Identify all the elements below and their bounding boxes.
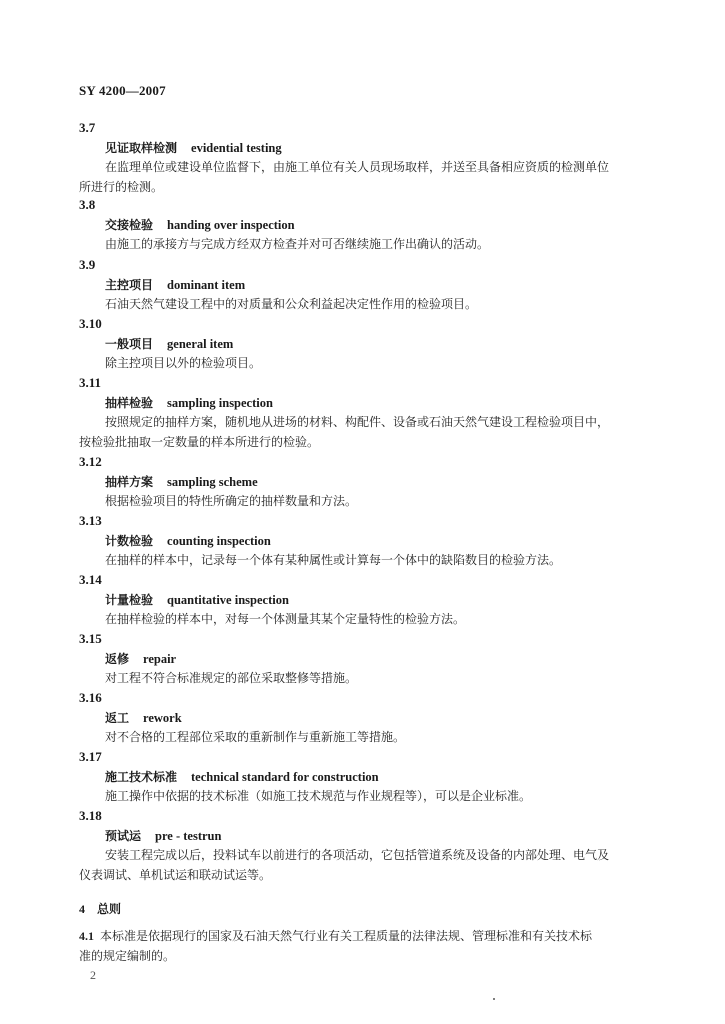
term-chinese: 计量检验 bbox=[105, 593, 154, 607]
entry-definition: 对不合格的工程部位采取的重新制作与重新施工等措施。 bbox=[105, 730, 406, 744]
entry-term bbox=[105, 709, 182, 726]
entry-number: 3.13 bbox=[79, 513, 102, 528]
term-english: handing over inspection bbox=[167, 218, 295, 232]
term-english: sampling inspection bbox=[167, 396, 273, 410]
entry-definition: 安装工程完成以后，投料试车以前进行的各项活动，它包括管道系统及设备的内部处理、电气及 bbox=[105, 848, 610, 862]
term-chinese: 计数检验 bbox=[105, 534, 154, 548]
entry-number: 3.16 bbox=[79, 690, 102, 705]
entry-definition: 由施工的承接方与完成方经双方检查并对可否继续施工作出确认的活动。 bbox=[105, 237, 490, 251]
term-chinese: 预试运 bbox=[105, 829, 142, 843]
entry-number: 3.10 bbox=[79, 316, 102, 331]
term-chinese: 抽样检验 bbox=[105, 396, 154, 410]
term-english: quantitative inspection bbox=[167, 593, 289, 607]
entry-term bbox=[105, 768, 379, 785]
entry-term bbox=[105, 827, 221, 844]
term-english: counting inspection bbox=[167, 534, 271, 548]
chapter-heading bbox=[79, 900, 121, 917]
term-english: dominant item bbox=[167, 278, 246, 292]
clause-number: 4.1 bbox=[79, 929, 94, 943]
term-chinese: 返工 bbox=[105, 711, 130, 725]
term-chinese: 见证取样检测 bbox=[105, 141, 178, 155]
term-chinese: 主控项目 bbox=[105, 278, 154, 292]
term-english: pre - testrun bbox=[155, 829, 222, 843]
entry-definition-continued: 所进行的检测。 bbox=[79, 180, 164, 194]
entry-number: 3.11 bbox=[79, 375, 102, 390]
term-chinese: 一般项目 bbox=[105, 337, 154, 351]
term-chinese: 交接检验 bbox=[105, 218, 154, 232]
entry-number: 3.18 bbox=[79, 808, 102, 823]
entry-term bbox=[105, 335, 233, 352]
entry-definition-continued: 按检验批抽取一定数量的样本所进行的检验。 bbox=[79, 435, 320, 449]
term-chinese: 施工技术标准 bbox=[105, 770, 178, 784]
entry-definition: 施工操作中依据的技术标准（如施工技术规范与作业规程等），可以是企业标准。 bbox=[105, 789, 532, 803]
entry-number: 3.15 bbox=[79, 631, 102, 646]
term-english: general item bbox=[167, 337, 234, 351]
standard-code-header: SY 4200—2007 bbox=[79, 83, 166, 98]
entry-term bbox=[105, 394, 273, 411]
entry-term bbox=[105, 276, 245, 293]
entry-definition-continued: 仪表调试、单机试运和联动试运等。 bbox=[79, 868, 272, 882]
entry-term bbox=[105, 139, 282, 156]
term-english: repair bbox=[143, 652, 177, 666]
term-english: rework bbox=[143, 711, 182, 725]
term-chinese: 返修 bbox=[105, 652, 130, 666]
entry-number: 3.12 bbox=[79, 454, 102, 469]
entry-definition: 除主控项目以外的检验项目。 bbox=[105, 356, 262, 370]
entry-number: 3.17 bbox=[79, 749, 102, 764]
term-english: sampling scheme bbox=[167, 475, 258, 489]
page-number: 2 bbox=[90, 968, 96, 982]
entry-term bbox=[105, 591, 289, 608]
scan-speck bbox=[493, 998, 495, 1000]
entry-definition: 在抽样的样本中，记录每一个体有某种属性或计算每一个体中的缺陷数目的检验方法。 bbox=[105, 553, 562, 567]
clause-line-2: 准的规定编制的。 bbox=[79, 949, 176, 963]
entry-term bbox=[105, 216, 295, 233]
term-english: technical standard for construction bbox=[191, 770, 379, 784]
entry-definition: 对工程不符合标准规定的部位采取整修等措施。 bbox=[105, 671, 358, 685]
entry-term bbox=[105, 473, 258, 490]
entry-definition: 根据检验项目的特性所确定的抽样数量和方法。 bbox=[105, 494, 358, 508]
entry-term bbox=[105, 532, 271, 549]
entry-number: 3.9 bbox=[79, 257, 96, 272]
clause-line-1 bbox=[79, 927, 592, 944]
chapter-title: 总则 bbox=[97, 902, 122, 916]
term-chinese: 抽样方案 bbox=[105, 475, 154, 489]
entry-number: 3.14 bbox=[79, 572, 102, 587]
entry-term bbox=[105, 650, 176, 667]
chapter-number: 4 bbox=[79, 902, 85, 916]
entry-number: 3.8 bbox=[79, 197, 96, 212]
entry-number: 3.7 bbox=[79, 120, 96, 135]
term-english: evidential testing bbox=[191, 141, 282, 155]
clause-text: 本标准是依据现行的国家及石油天然气行业有关工程质量的法律法规、管理标准和有关技术标 bbox=[100, 929, 593, 943]
entry-definition: 在抽样检验的样本中，对每一个体测量其某个定量特性的检验方法。 bbox=[105, 612, 466, 626]
entry-definition: 按照规定的抽样方案，随机地从进场的材料、构配件、设备或石油天然气建设工程检验项目中， bbox=[105, 415, 610, 429]
entry-definition: 石油天然气建设工程中的对质量和公众利益起决定性作用的检验项目。 bbox=[105, 297, 478, 311]
entry-definition: 在监理单位或建设单位监督下，由施工单位有关人员现场取样，并送至具备相应资质的检测单位 bbox=[105, 160, 610, 174]
